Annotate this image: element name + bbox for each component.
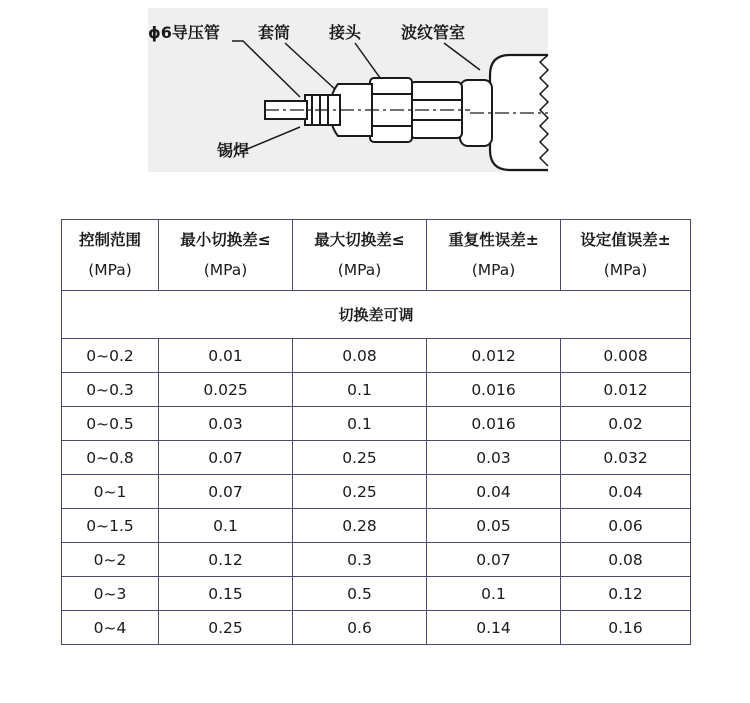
label-sleeve: 套筒 (258, 23, 291, 42)
table-row (62, 577, 691, 611)
header-setpoint-error: 设定值误差± (MPa) (561, 220, 691, 291)
subheader-row (62, 291, 691, 339)
table-cell: 0.032 (561, 441, 691, 475)
table-cell: 0.025 (159, 373, 293, 407)
table-cell: 0.12 (561, 577, 691, 611)
table-cell: 0~0.2 (62, 339, 159, 373)
table-cell: 0.04 (427, 475, 561, 509)
table-cell: 0.28 (293, 509, 427, 543)
table-cell: 0.07 (159, 475, 293, 509)
table-cell: 0.1 (159, 509, 293, 543)
label-joint: 接头 (329, 23, 362, 42)
table-header-row (62, 220, 691, 291)
table-cell: 0.05 (427, 509, 561, 543)
table-cell: 0.16 (561, 611, 691, 645)
table-cell: 0.1 (293, 373, 427, 407)
table-cell: 0.08 (293, 339, 427, 373)
table-cell: 0~2 (62, 543, 159, 577)
table-cell: 0.1 (293, 407, 427, 441)
table-cell: 0~3 (62, 577, 159, 611)
table-cell: 0.6 (293, 611, 427, 645)
table-cell: 0.01 (159, 339, 293, 373)
label-tube: ϕ6导压管 (148, 23, 220, 42)
table-cell: 0.25 (293, 441, 427, 475)
subheader-adjustable: 切换差可调 (62, 291, 691, 339)
table-cell: 0.08 (561, 543, 691, 577)
table-cell: 0.012 (561, 373, 691, 407)
table-cell: 0~1.5 (62, 509, 159, 543)
table-cell: 0.1 (427, 577, 561, 611)
table-cell: 0.5 (293, 577, 427, 611)
header-repeat-error: 重复性误差± (MPa) (427, 220, 561, 291)
table-cell: 0.25 (293, 475, 427, 509)
table-row (62, 407, 691, 441)
table-cell: 0.012 (427, 339, 561, 373)
table-cell: 0.07 (159, 441, 293, 475)
table-cell: 0.016 (427, 373, 561, 407)
table-cell: 0.016 (427, 407, 561, 441)
table-cell: 0~1 (62, 475, 159, 509)
table-row (62, 373, 691, 407)
label-solder: 锡焊 (217, 141, 250, 160)
table-cell: 0.06 (561, 509, 691, 543)
table-cell: 0.008 (561, 339, 691, 373)
table-cell: 0.04 (561, 475, 691, 509)
fitting-diagram (0, 0, 750, 200)
table-cell: 0.12 (159, 543, 293, 577)
table-cell: 0.07 (427, 543, 561, 577)
table-cell: 0.03 (159, 407, 293, 441)
table-cell: 0.25 (159, 611, 293, 645)
table-cell: 0.15 (159, 577, 293, 611)
table-row (62, 509, 691, 543)
table-cell: 0~4 (62, 611, 159, 645)
header-min-diff: 最小切换差≤ (MPa) (159, 220, 293, 291)
table-cell: 0.14 (427, 611, 561, 645)
table-cell: 0~0.3 (62, 373, 159, 407)
table-row (62, 611, 691, 645)
table-cell: 0.03 (427, 441, 561, 475)
header-max-diff: 最大切换差≤ (MPa) (293, 220, 427, 291)
table-cell: 0.02 (561, 407, 691, 441)
table-cell: 0~0.5 (62, 407, 159, 441)
table-cell: 0.3 (293, 543, 427, 577)
label-bellows: 波纹管室 (401, 23, 466, 42)
header-range: 控制范围 (MPa) (62, 220, 159, 291)
table-row (62, 441, 691, 475)
spec-table (61, 219, 691, 645)
table-cell: 0~0.8 (62, 441, 159, 475)
table-row (62, 543, 691, 577)
table-row (62, 339, 691, 373)
table-row (62, 475, 691, 509)
